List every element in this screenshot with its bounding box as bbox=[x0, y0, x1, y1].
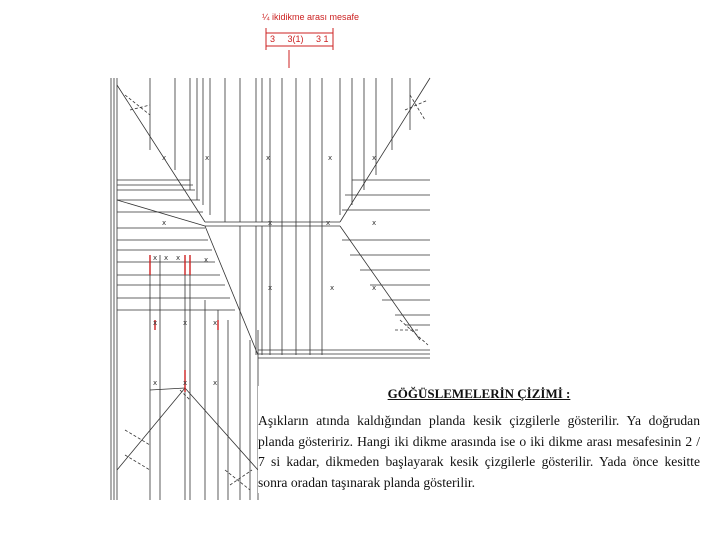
caption-title: GÖĞÜSLEMELERİN ÇİZİMİ : bbox=[387, 386, 571, 401]
svg-text:x: x bbox=[213, 379, 218, 387]
svg-text:x: x bbox=[183, 319, 188, 327]
svg-text:x: x bbox=[164, 254, 169, 262]
svg-text:x: x bbox=[153, 379, 158, 387]
svg-text:x: x bbox=[176, 254, 181, 262]
left-eave-lines bbox=[111, 78, 117, 500]
caption-box bbox=[258, 386, 700, 493]
left-horizontal-lines bbox=[117, 180, 235, 310]
right-horizontal-lines bbox=[342, 180, 430, 325]
caption-body: Aşıkların atında kaldığından planda kesik çizgilerle gösterilir. Ya doğrudan planda gösteririz. Hangi iki dikme arasında ise o iki dikme arası mesafesinin 2 / 7 si kadar, dikmeden başlayarak kesik çizgilerle gösterilir. Yada önce kesitte sonra oradan taşınarak planda gösterilir. bbox=[258, 413, 700, 490]
svg-text:x: x bbox=[162, 154, 167, 162]
svg-text:x: x bbox=[328, 154, 333, 162]
svg-text:x: x bbox=[205, 154, 210, 162]
svg-text:x: x bbox=[266, 154, 271, 162]
svg-text:x: x bbox=[213, 319, 218, 327]
svg-text:x: x bbox=[153, 319, 158, 327]
svg-text:x: x bbox=[268, 284, 273, 292]
svg-text:x: x bbox=[326, 219, 331, 227]
svg-text:x: x bbox=[153, 254, 158, 262]
svg-text:x: x bbox=[372, 219, 377, 227]
ridge-lines bbox=[205, 222, 340, 355]
svg-text:x: x bbox=[162, 219, 167, 227]
svg-text:x: x bbox=[183, 379, 188, 387]
svg-text:x: x bbox=[372, 154, 377, 162]
annotation-top: ¼ ikidikme arası mesafe bbox=[262, 12, 360, 22]
annotation-dimensions: 3 3(1) 3 1 bbox=[270, 34, 329, 44]
svg-text:x: x bbox=[204, 256, 209, 264]
svg-text:x: x bbox=[330, 284, 335, 292]
x-markers bbox=[153, 154, 376, 387]
svg-text:x: x bbox=[268, 219, 273, 227]
svg-text:x: x bbox=[372, 284, 377, 292]
